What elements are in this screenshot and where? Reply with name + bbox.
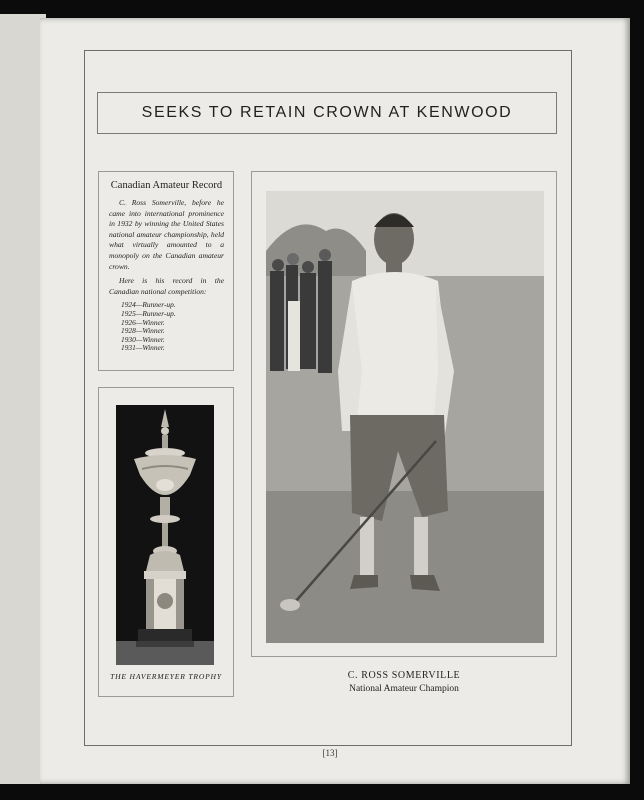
record-paragraph-2: Here is his record in the Canadian national competition: [109,276,224,296]
trophy-illustration [116,405,214,665]
record-result: 1924—Runner-up. [121,300,176,310]
trophy-caption: THE HAVERMEYER TROPHY [110,672,222,681]
golfer-photo [266,191,544,643]
golfer-photo-frame [251,171,557,657]
trophy-photo [116,405,214,665]
golfer-illustration [266,191,544,643]
record-result: 1925—Runner-up. [121,308,176,318]
record-result: 1926—Winner. [121,317,165,327]
record-result: 1931—Winner. [121,343,165,353]
record-title: Canadian Amateur Record [110,180,223,191]
golfer-caption-title: National Amateur Champion [349,684,459,694]
record-result: 1928—Winner. [121,326,165,336]
page-number: [13] [322,748,338,758]
trophy-panel [98,387,234,697]
record-results-list [109,301,224,353]
record-sidebar [98,171,234,371]
golfer-caption-name: C. ROSS SOMERVILLE [347,670,461,681]
page-title: SEEKS TO RETAIN CROWN AT KENWOOD [141,104,513,121]
header-banner [97,92,557,134]
record-paragraph-1: C. Ross Somerville, before he came into international prominence in 1932 by winning the United States national amateur championship, held what virtually amounted to a monopoly on the Canadian amateur crown. [109,198,224,271]
record-result: 1930—Winner. [121,334,165,344]
